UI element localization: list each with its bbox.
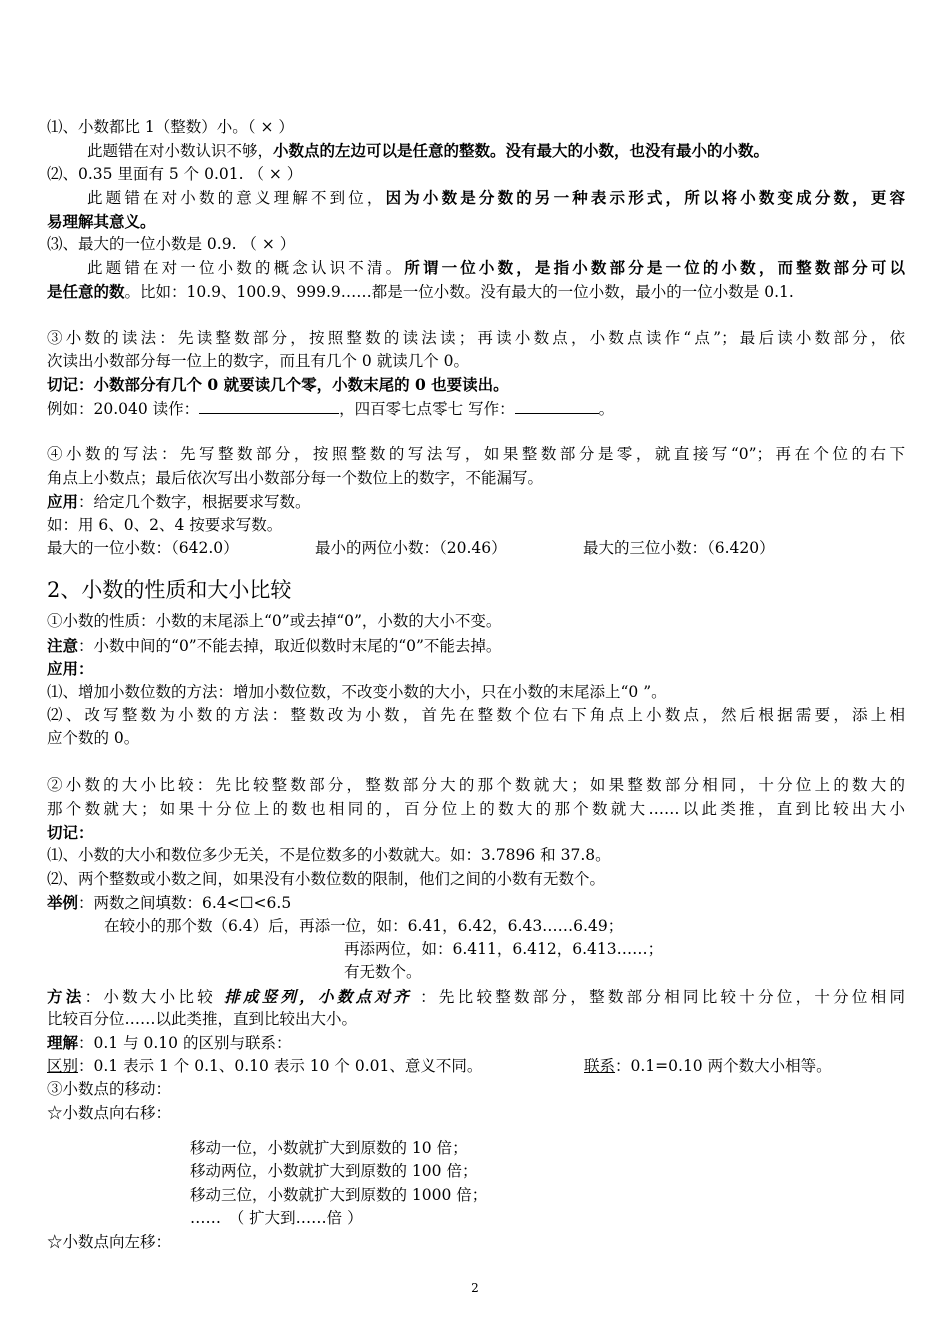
- writing-rule-line-2: 角点上小数点；最后依次写出小数部分每一个数位上的数字，不能漏写。: [47, 468, 544, 487]
- error-2-explanation-cont: 易理解其意义。: [47, 211, 156, 231]
- move-right-item-1: 移动一位，小数就扩大到原数的 10 倍；: [190, 1139, 468, 1158]
- writing-task: 如：用 6、0、2、4 按要求写数。: [47, 515, 283, 534]
- reading-example: 例如：20.040 读作： ，四百零七点零七 写作： 。: [47, 397, 905, 420]
- apply-item-2-cont: 应个数的 0。: [47, 729, 140, 748]
- property-rule: ①小数的性质：小数的末尾添上“0”或去掉“0”，小数的大小不变。: [47, 612, 502, 631]
- move-title: ③小数点的移动：: [47, 1080, 172, 1099]
- answer-blank-2[interactable]: [515, 397, 599, 414]
- example-line-2: 在较小的那个数（6.4）后，再添一位，如：6.41，6.42，6.43……6.49；: [104, 916, 624, 935]
- answer-smallest-two-decimal: 最小的两位小数：（20.46）: [315, 539, 507, 558]
- remember-item-2: ⑵、两个整数或小数之间，如果没有小数位数的限制，他们之间的小数有无数个。: [47, 869, 606, 888]
- document-body: [47, 116, 905, 1254]
- error-1-statement: ⑴、小数都比 1（整数）小。（ × ）: [47, 118, 294, 136]
- writing-apply: 应用：给定几个数字，根据要求写数。: [47, 492, 311, 512]
- remember-label: 切记：: [47, 822, 94, 842]
- understand-line: 理解：0.1 与 0.10 的区别与联系：: [47, 1033, 292, 1053]
- example-line-1: 举例：两数之间填数：6.4<☐<6.5: [47, 893, 292, 913]
- reading-rule-line-2: 次读出小数部分每一位上的数字，而且有几个 0 就读几个 0。: [47, 351, 470, 370]
- reading-note: 切记：小数部分有几个 0 就要读几个零，小数末尾的 0 也要读出。: [47, 375, 509, 395]
- difference-text: 区别：0.1 表示 1 个 0.1、0.10 表示 10 个 0.01、意义不同。: [47, 1056, 483, 1075]
- error-2-explanation: 此题错在对小数的意义理解不到位，因为小数是分数的另一种表示形式，所以将小数变成分数，更容: [87, 188, 905, 208]
- move-right-item-3: 移动三位，小数就扩大到原数的 1000 倍；: [190, 1185, 488, 1204]
- diff-link-line: [47, 1055, 905, 1078]
- connection-text: 联系：0.1=0.10 两个数大小相等。: [584, 1056, 832, 1075]
- remember-item-1: ⑴、小数的大小和数位多少无关，不是位数多的小数就大。如：3.7896 和 37.8。: [47, 846, 611, 865]
- error-1-explanation: 此题错在对小数认识不够，小数点的左边可以是任意的整数。没有最大的小数，也没有最小的小数。: [87, 141, 770, 161]
- apply-item-2: ⑵、改写整数为小数的方法：整数改为小数，首先在整数个位右下角点上小数点，然后根据需要，添上相: [47, 705, 905, 724]
- reading-rule-line-1: ③小数的读法：先读整数部分，按照整数的读法读；再读小数点，小数点读作“点”；最后读小数部分，依: [47, 328, 905, 347]
- error-3-explanation-cont: 是任意的数。比如：10.9、100.9、999.9……都是一位小数。没有最大的一位小数，最小的一位小数是 0.1.: [47, 281, 794, 301]
- error-3-explanation: 此题错在对一位小数的概念认识不清。所谓一位小数，是指小数部分是一位的小数，而整数部分可以: [87, 258, 905, 278]
- section-2-heading: 2、小数的性质和大小比较: [47, 578, 292, 603]
- method-line-2: 比较百分位……以此类推，直到比较出大小。: [47, 1010, 358, 1029]
- error-2-statement: ⑵、0.35 里面有 5 个 0.01. （ × ）: [47, 164, 303, 183]
- move-right-item-2: 移动两位，小数就扩大到原数的 100 倍；: [190, 1162, 478, 1181]
- move-left-title: ☆小数点向左移：: [47, 1232, 172, 1251]
- move-right-title: ☆小数点向右移：: [47, 1103, 172, 1122]
- answer-largest-three-decimal: 最大的三位小数：（6.420）: [583, 539, 775, 558]
- apply-label: 应用：: [47, 659, 94, 679]
- writing-rule-line-1: ④小数的写法：先写整数部分，按照整数的写法写，如果整数部分是零，就直接写“0”；再在个位的右下: [47, 445, 905, 464]
- method-line-1: 方法：小数大小比较 排成竖列，小数点对齐 ：先比较整数部分，整数部分相同比较十分位，十分位相同: [47, 986, 905, 1006]
- move-right-item-4: …… （ 扩大到……倍 ）: [190, 1209, 363, 1228]
- property-note: 注意：小数中间的“0”不能去掉，取近似数时末尾的“0”不能去掉。: [47, 635, 502, 655]
- example-line-3: 再添两位，如：6.411，6.412，6.413……；: [344, 939, 664, 958]
- compare-rule-line-2: 那个数就大；如果十分位上的数也相同的，百分位上的数大的那个数就大……以此类推，直到比较出大小: [47, 799, 905, 818]
- error-3-statement: ⑶、最大的一位小数是 0.9. （ × ）: [47, 234, 296, 253]
- compare-rule-line-1: ②小数的大小比较：先比较整数部分，整数部分大的那个数就大；如果整数部分相同，十分位上的数大的: [47, 776, 905, 795]
- example-line-4: 有无数个。: [344, 963, 422, 982]
- answer-blank-1[interactable]: [199, 397, 339, 414]
- page-number: 2: [471, 1281, 479, 1295]
- apply-item-1: ⑴、增加小数位数的方法：增加小数位数，不改变小数的大小，只在小数的末尾添上“0 ”。: [47, 682, 667, 701]
- answer-largest-one-decimal: 最大的一位小数：（642.0）: [47, 539, 239, 558]
- writing-answers: [47, 537, 905, 560]
